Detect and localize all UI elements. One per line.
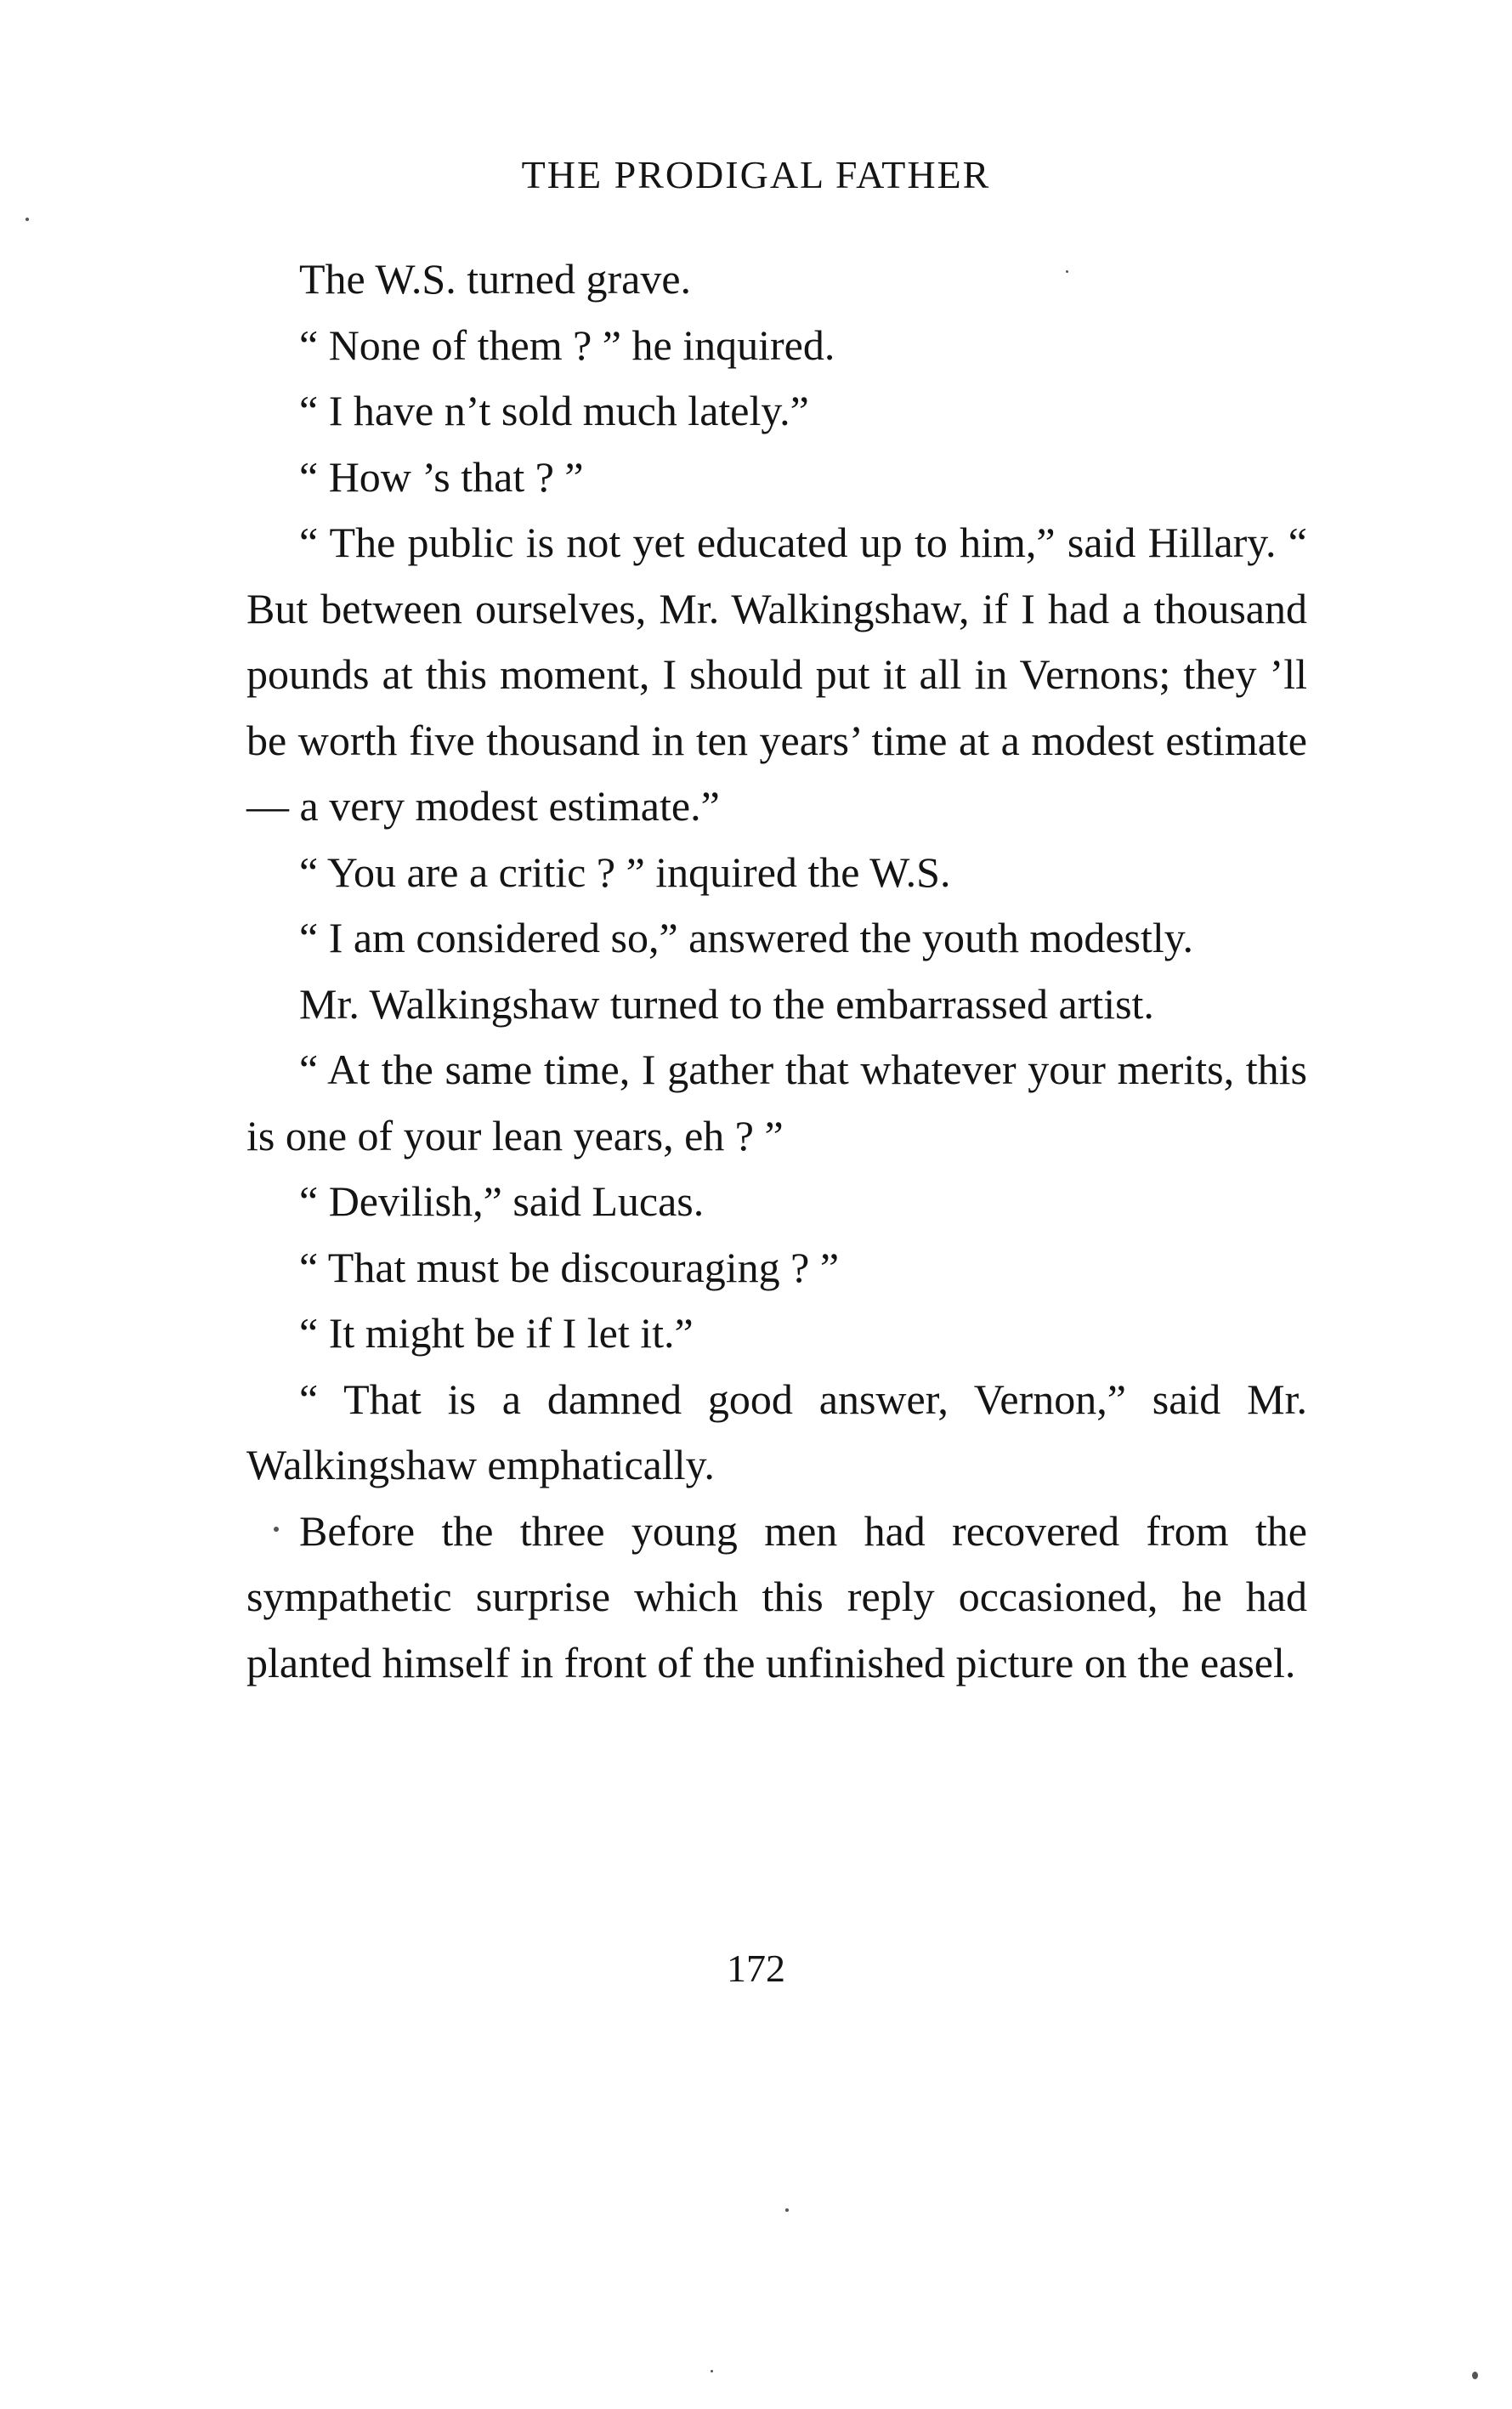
paragraph: “ At the same time, I gather that whatever your merits, this is one of your lean years, eh ? ” [246,1046,1307,1159]
body-text [246,247,1307,1696]
paragraph: “ That must be discouraging ? ” [299,1243,840,1291]
paragraph: “ That is a damned good answer, Vernon,” said Mr. Walkingshaw emphatically. [246,1375,1307,1488]
scan-speck [1066,270,1068,273]
paragraph: The W.S. turned grave. [299,255,692,303]
scan-speck [785,2208,789,2212]
paragraph: “ I have n’t sold much lately.” [299,387,809,434]
running-head: THE PRODIGAL FATHER [521,153,991,196]
scan-speck [711,2370,713,2372]
paragraph: “ I am considered so,” answered the youth modestly. [299,914,1194,961]
paragraph: “ You are a critic ? ” inquired the W.S. [299,847,951,896]
paragraph: Before the three young men had recovered from the sympathetic surprise which this reply occasioned, he had planted himself in front of the unfinished picture on the easel. [246,1506,1307,1686]
paragraph: “ Devilish,” said Lucas. [299,1177,705,1225]
paragraph: “ None of them ? ” he inquired. [299,320,835,369]
page-number: 172 [727,1947,785,1990]
scan-speck [1472,2372,1478,2379]
paragraph: Mr. Walkingshaw turned to the embarrassed artist. [299,979,1154,1028]
scan-speck [274,1527,279,1532]
paragraph: “ It might be if I let it.” [299,1309,694,1357]
paragraph: “ How ’s that ? ” [299,452,584,501]
paragraph: “ The public is not yet educated up to him,” said Hillary. “ But between ourselves, Mr. Walkingshaw, if I had a thousand pounds at this moment, I should put it all in Vernons; they ’ll be worth five thousand in ten years’ time at a modest estimate — a very modest estimate.” [246,519,1307,830]
scan-speck [25,218,29,221]
